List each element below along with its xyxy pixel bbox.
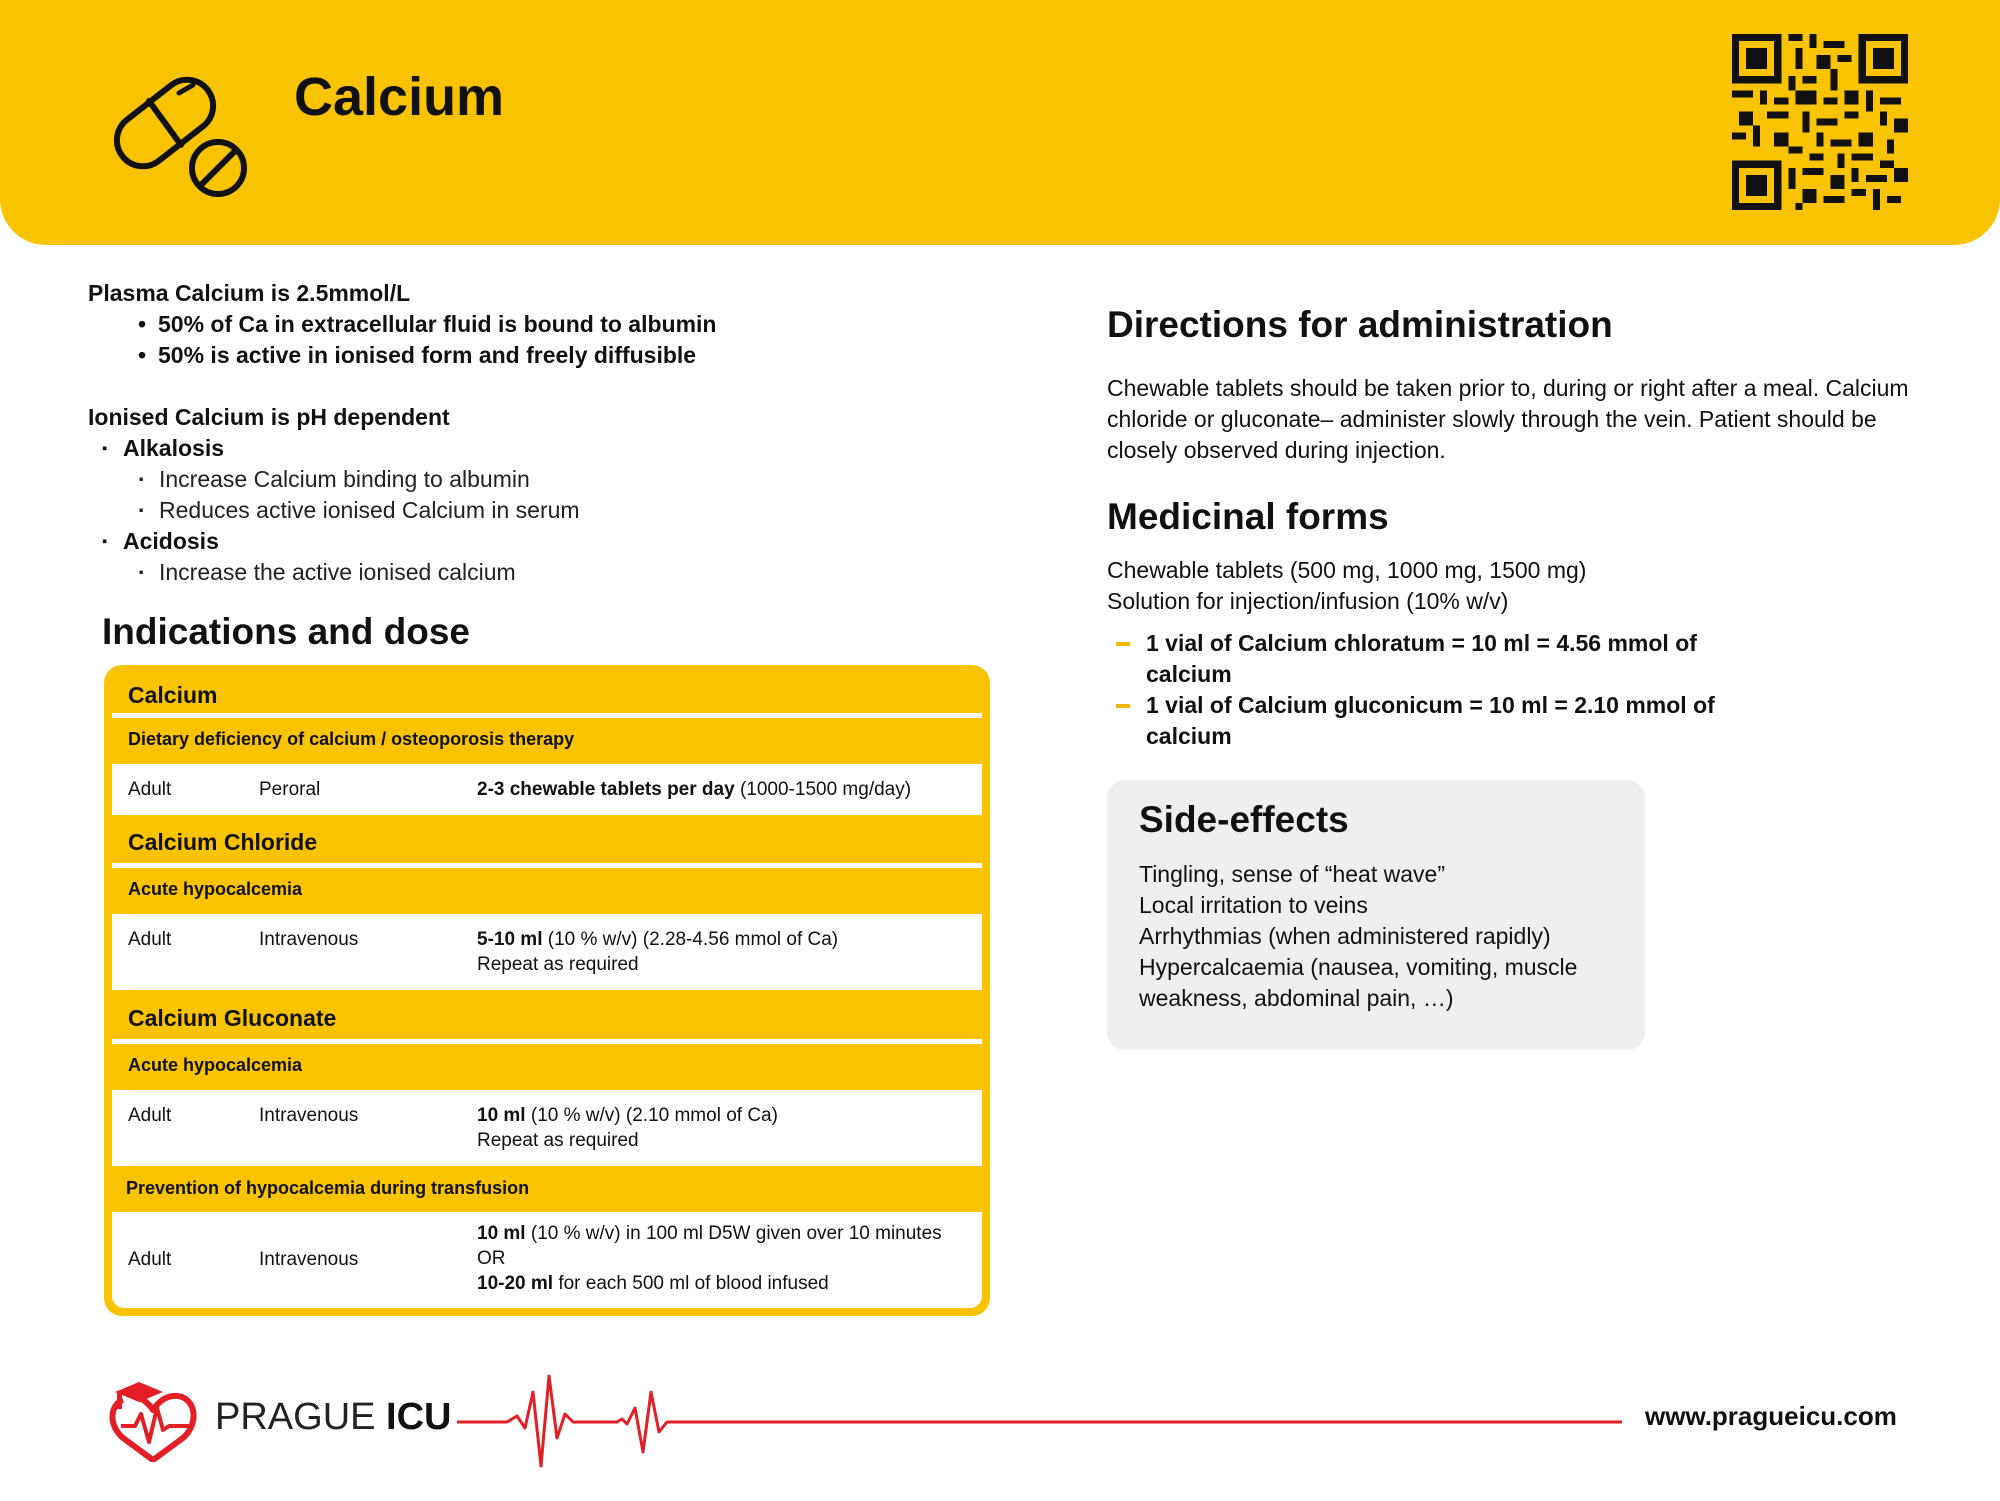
list-item: Arrhythmias (when administered rapidly) (1139, 923, 1551, 949)
indication-label: Acute hypocalcemia (128, 1055, 303, 1075)
medicinal-forms-heading: Medicinal forms (1107, 496, 1389, 537)
drug-name-calcium-gluconate: Calcium Gluconate (128, 1005, 337, 1031)
list-item: Hypercalcaemia (nausea, vomiting, muscle weakness, abdominal pain, …) (1139, 954, 1578, 1011)
indication-label: Acute hypocalcemia (128, 879, 303, 899)
website-link[interactable]: www.pragueicu.com (1645, 1401, 1897, 1431)
indication-label: Prevention of hypocalcemia during transfusion (126, 1178, 530, 1198)
patient-cell: Adult (128, 1105, 172, 1126)
prague-icu-logo-icon (103, 1380, 203, 1462)
route-cell: Intravenous (259, 1249, 359, 1270)
ionised-calcium-section (88, 402, 580, 588)
plasma-heading: Plasma Calcium is 2.5mmol/L (88, 280, 411, 306)
dose-cell: 5-10 ml (10 % w/v) (2.28-4.56 mmol of Ca) Repeat as required (477, 929, 839, 975)
directions-text: Chewable tablets should be taken prior to, during or right after a meal. Calcium chloride or gluconate– administer slowly through the vein. Patient should be closely observed during injection. (1107, 375, 1909, 463)
alkalosis-label: ▪ Alkalosis (88, 433, 580, 464)
drug-name-calcium: Calcium (128, 682, 218, 708)
ecg-line-icon (457, 1370, 1622, 1470)
route-cell: Intravenous (259, 1105, 359, 1126)
directions-heading: Directions for administration (1107, 304, 1613, 345)
list-item: 1 vial of Calcium gluconicum = 10 ml = 2.10 mmol of calcium (1114, 690, 1754, 752)
brand-name: PRAGUE ICU (215, 1396, 452, 1438)
pill-icon (105, 65, 255, 205)
list-item: · Reduces active ionised Calcium in serum (88, 495, 580, 526)
route-cell: Peroral (259, 779, 321, 800)
list-item: • 50% of Ca in extracellular fluid is bound to albumin (136, 309, 716, 340)
header-banner (0, 0, 2000, 245)
list-item: Local irritation to veins (1139, 892, 1368, 918)
indications-heading: Indications and dose (102, 611, 470, 652)
drug-name-calcium-chloride: Calcium Chloride (128, 829, 318, 855)
side-effects-list (1139, 859, 1619, 1014)
medicinal-forms-text (1107, 555, 1586, 617)
table-row (112, 764, 982, 815)
dose-cell: 10 ml (10 % w/v) in 100 ml D5W given over 10 minutes OR 10-20 ml for each 500 ml of blood infused (477, 1223, 942, 1294)
plasma-calcium-section (88, 278, 716, 371)
table-row (112, 1212, 982, 1308)
patient-cell: Adult (128, 1249, 172, 1270)
table-row (112, 914, 982, 990)
list-item: • 50% is active in ionised form and freely diffusible (136, 340, 716, 371)
list-item: 1 vial of Calcium chloratum = 10 ml = 4.56 mmol of calcium (1114, 628, 1754, 690)
list-item: · Increase the active ionised calcium (88, 557, 580, 588)
dose-cell: 10 ml (10 % w/v) (2.10 mmol of Ca) Repeat as required (477, 1105, 778, 1151)
form-line: Chewable tablets (500 mg, 1000 mg, 1500 mg) (1107, 557, 1587, 583)
plasma-bullet-list (88, 309, 716, 371)
acidosis-label: ▪ Acidosis (88, 526, 580, 557)
table-row (112, 1090, 982, 1166)
form-line: Solution for injection/infusion (10% w/v) (1107, 588, 1509, 614)
list-item: Tingling, sense of “heat wave” (1139, 861, 1445, 887)
side-effects-box (1107, 780, 1645, 1050)
vial-list (1114, 628, 1754, 752)
dose-table (104, 665, 990, 1316)
route-cell: Intravenous (259, 929, 359, 950)
patient-cell: Adult (128, 779, 172, 800)
ionised-heading: Ionised Calcium is pH dependent (88, 404, 450, 430)
qr-code-icon (1732, 34, 1908, 210)
indication-label: Dietary deficiency of calcium / osteoporosis therapy (128, 729, 575, 749)
side-effects-heading: Side-effects (1139, 799, 1349, 840)
patient-cell: Adult (128, 929, 172, 950)
dose-cell: 2-3 chewable tablets per day (1000-1500 mg/day) (477, 779, 912, 800)
list-item: · Increase Calcium binding to albumin (88, 464, 580, 495)
page-title: Calcium (294, 67, 505, 127)
